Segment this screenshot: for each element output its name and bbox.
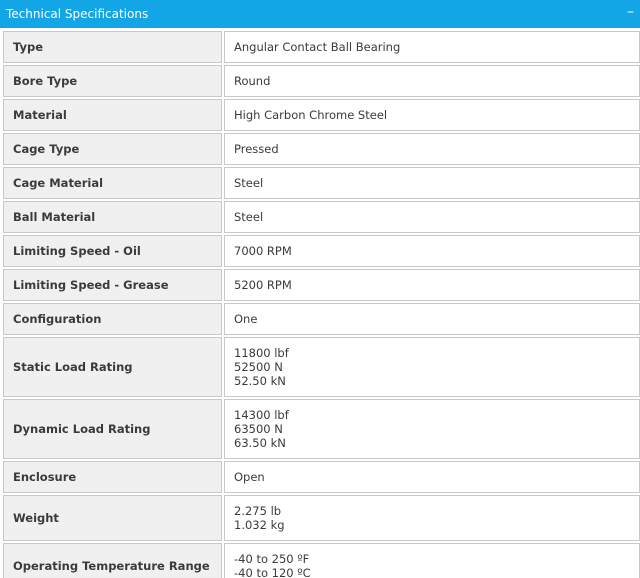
spec-value (224, 235, 640, 267)
spec-label: Static Load Rating (3, 337, 222, 397)
spec-value (224, 99, 640, 131)
spec-label: Operating Temperature Range (3, 543, 222, 578)
spec-value (224, 269, 640, 301)
spec-row (3, 235, 640, 267)
spec-value-line: 52500 N (234, 360, 283, 374)
spec-value (224, 133, 640, 165)
spec-row (3, 65, 640, 97)
spec-value (224, 65, 640, 97)
spec-row (3, 269, 640, 301)
spec-value-line: 63.50 kN (234, 436, 286, 450)
spec-row (3, 31, 640, 63)
spec-value-line: Round (234, 74, 271, 88)
spec-value-line: -40 to 120 ºC (234, 566, 311, 578)
spec-value (224, 543, 640, 578)
spec-value-line: 5200 RPM (234, 278, 292, 292)
spec-value (224, 167, 640, 199)
spec-value-line: 1.032 kg (234, 518, 285, 532)
spec-value (224, 461, 640, 493)
spec-value-line: One (234, 312, 258, 326)
spec-value-line: Steel (234, 176, 264, 190)
spec-value-line: 63500 N (234, 422, 283, 436)
spec-row (3, 495, 640, 541)
spec-row (3, 167, 640, 199)
spec-label: Type (3, 31, 222, 63)
spec-value (224, 303, 640, 335)
spec-row (3, 201, 640, 233)
spec-label: Weight (3, 495, 222, 541)
spec-label: Cage Type (3, 133, 222, 165)
spec-label: Bore Type (3, 65, 222, 97)
spec-row (3, 399, 640, 459)
spec-table (3, 31, 640, 578)
spec-label: Ball Material (3, 201, 222, 233)
spec-row (3, 99, 640, 131)
spec-label: Limiting Speed - Oil (3, 235, 222, 267)
spec-value-line: Angular Contact Ball Bearing (234, 40, 401, 54)
collapse-toggle-icon[interactable]: – (627, 4, 634, 20)
spec-value (224, 31, 640, 63)
spec-value-line: Steel (234, 210, 264, 224)
spec-label: Material (3, 99, 222, 131)
spec-row (3, 543, 640, 578)
spec-label: Limiting Speed - Grease (3, 269, 222, 301)
spec-value (224, 337, 640, 397)
panel-title: Technical Specifications (6, 7, 149, 21)
spec-value-line: 14300 lbf (234, 408, 289, 422)
spec-label: Cage Material (3, 167, 222, 199)
spec-value-line: 11800 lbf (234, 346, 289, 360)
spec-value (224, 201, 640, 233)
panel-header[interactable] (0, 0, 640, 28)
spec-row (3, 461, 640, 493)
spec-label: Configuration (3, 303, 222, 335)
spec-value-line: High Carbon Chrome Steel (234, 108, 388, 122)
spec-value-line: 52.50 kN (234, 374, 286, 388)
spec-label: Enclosure (3, 461, 222, 493)
spec-value-line: Pressed (234, 142, 279, 156)
spec-label: Dynamic Load Rating (3, 399, 222, 459)
spec-value-line: 2.275 lb (234, 504, 282, 518)
spec-value-line: 7000 RPM (234, 244, 292, 258)
spec-value-line: Open (234, 470, 265, 484)
spec-row (3, 337, 640, 397)
spec-value (224, 399, 640, 459)
spec-row (3, 133, 640, 165)
spec-value (224, 495, 640, 541)
spec-row (3, 303, 640, 335)
spec-value-line: -40 to 250 ºF (234, 552, 310, 566)
